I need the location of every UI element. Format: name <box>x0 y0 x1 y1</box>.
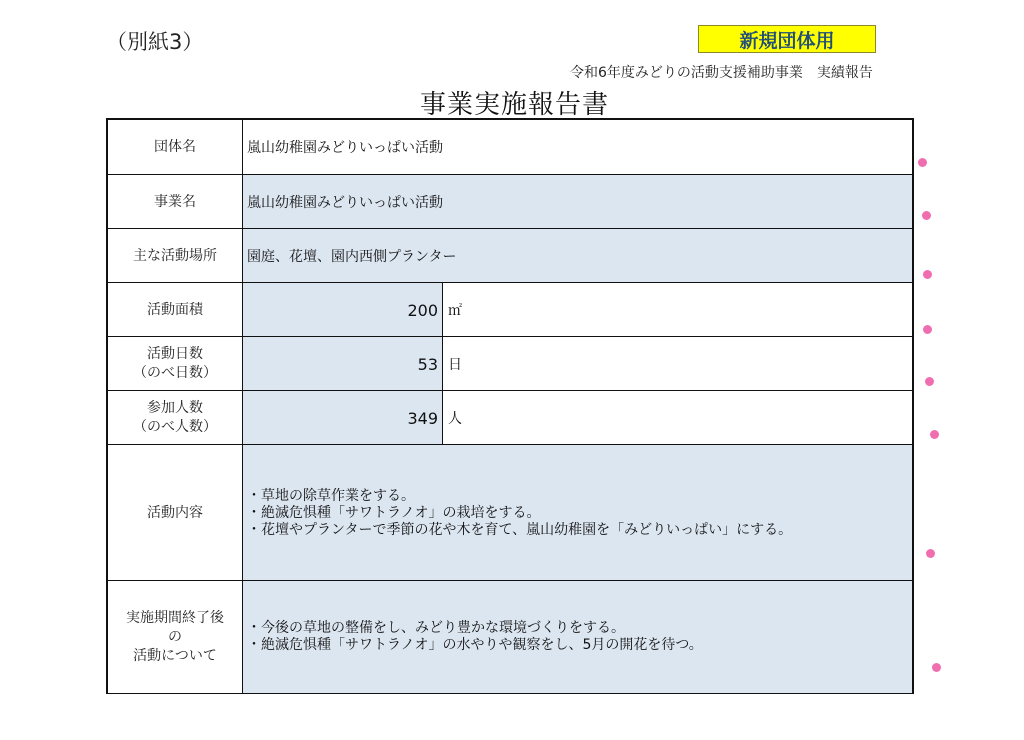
margin-dot <box>923 325 932 334</box>
label-after-period <box>108 581 243 693</box>
margin-dot <box>926 549 935 558</box>
label-after-line2: の <box>168 628 182 645</box>
unit-days: 日 <box>444 337 912 391</box>
label-group-name: 団体名 <box>108 120 243 174</box>
after-line: ・今後の草地の整備をし、みどり豊かな環境づくりをする。 <box>247 620 625 636</box>
value-days: 53 <box>243 337 443 391</box>
value-location: 園庭、花壇、園内西側プランター <box>243 229 912 283</box>
attachment-label: （別紙3） <box>106 30 204 54</box>
label-days-line1: 活動日数 <box>147 346 203 362</box>
activity-line: ・草地の除草作業をする。 <box>247 487 415 504</box>
label-after-line3: 活動について <box>133 647 217 664</box>
margin-dot <box>925 377 934 386</box>
margin-dot <box>918 158 927 167</box>
activity-line: ・絶滅危惧種「サワトラノオ」の栽培をする。 <box>247 504 541 521</box>
row-area <box>108 282 912 337</box>
label-area: 活動面積 <box>108 283 243 337</box>
label-participants-line2: （のべ人数） <box>133 419 217 435</box>
row-after-period <box>108 580 912 693</box>
value-activity <box>243 445 912 581</box>
label-days-line2: （のべ日数） <box>133 365 217 381</box>
margin-dot <box>932 663 941 672</box>
row-participants <box>108 390 912 445</box>
value-group-name: 嵐山幼稚園みどりいっぱい活動 <box>247 140 443 156</box>
label-participants-line1: 参加人数 <box>147 400 203 416</box>
activity-line: ・花壇やプランターで季節の花や木を育て、嵐山幼稚園を「みどりいっぱい」にする。 <box>247 521 793 538</box>
row-days <box>108 336 912 391</box>
label-activity: 活動内容 <box>108 445 243 581</box>
label-participants <box>108 391 243 445</box>
value-participants: 349 <box>243 391 443 445</box>
page-title: 事業実施報告書 <box>420 90 610 120</box>
value-area: 200 <box>243 283 443 337</box>
after-line: ・絶滅危惧種「サワトラノオ」の水やりや観察をし、5月の開花を待つ。 <box>247 637 703 653</box>
report-subtitle: 令和6年度みどりの活動支援補助事業 実績報告 <box>570 65 873 81</box>
margin-dot <box>923 270 932 279</box>
value-after-period <box>243 581 912 693</box>
new-group-badge: 新規団体用 <box>698 25 876 53</box>
label-days <box>108 337 243 391</box>
label-project-name: 事業名 <box>108 175 243 229</box>
unit-area: ㎡ <box>444 283 912 337</box>
row-activity <box>108 444 912 581</box>
margin-dot <box>930 430 939 439</box>
value-project-name: 嵐山幼稚園みどりいっぱい活動 <box>243 175 912 229</box>
label-location: 主な活動場所 <box>108 229 243 283</box>
label-after-line1: 実施期間終了後 <box>126 609 224 626</box>
row-group-name <box>108 120 912 174</box>
row-location <box>108 228 912 283</box>
margin-dot <box>922 211 931 220</box>
row-project-name <box>108 174 912 229</box>
report-table <box>106 118 914 694</box>
unit-participants: 人 <box>444 391 912 445</box>
